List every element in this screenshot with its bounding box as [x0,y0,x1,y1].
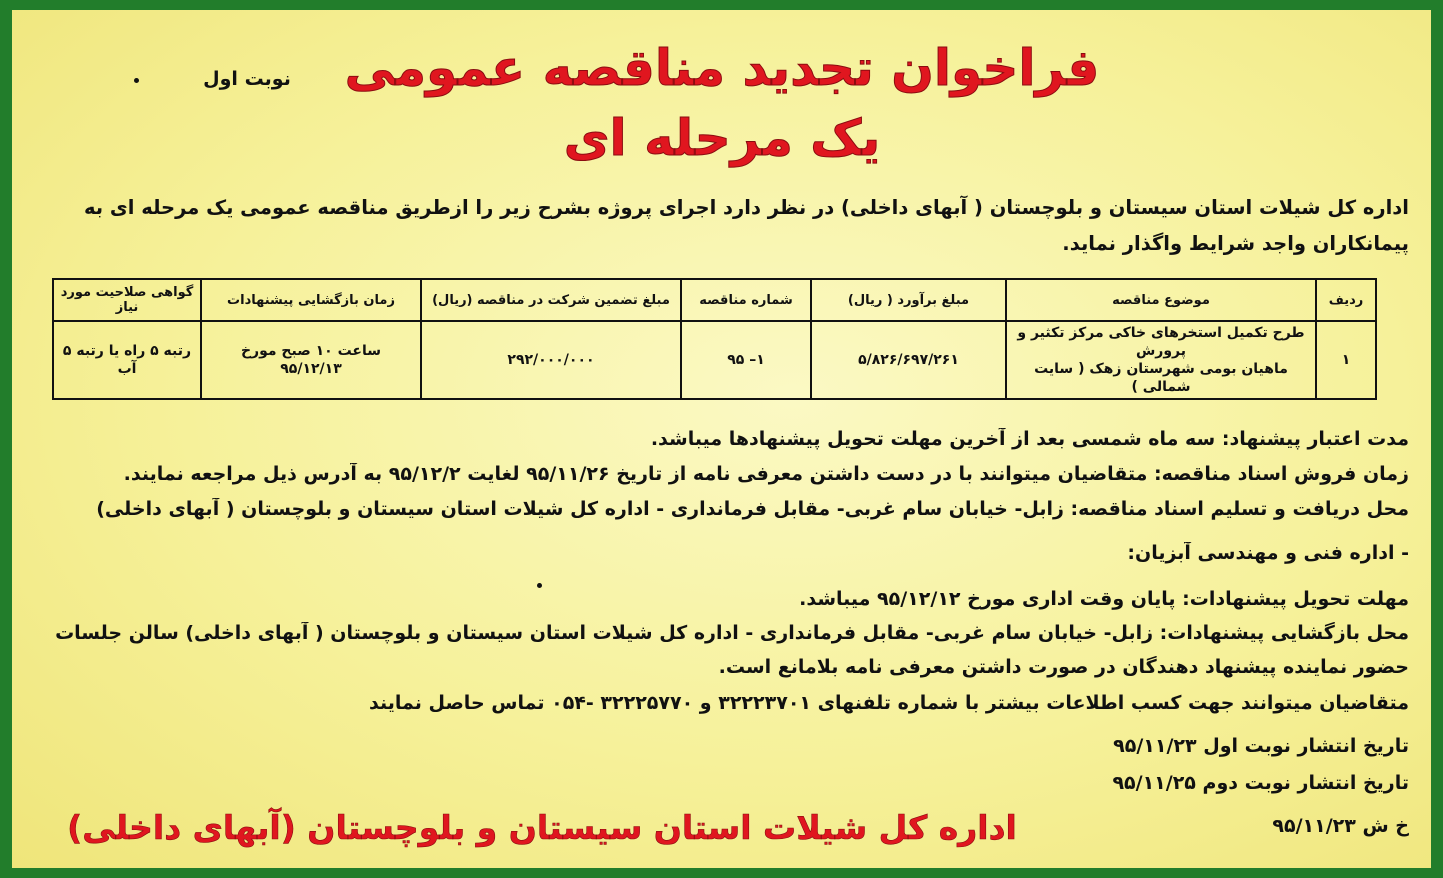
department-line: - اداره فنی و مهندسی آبزیان: [1127,542,1409,564]
header-tender-no: شماره مناقصه [681,279,811,321]
round-label: نوبت اول [203,68,291,90]
table-header-row [53,279,1376,321]
reference-line: خ ش ۹۵/۱۱/۲۳ [1272,815,1409,837]
header-guarantee: مبلغ تضمین شرکت در مناقصه (ریال) [421,279,681,321]
intro-paragraph [49,190,1409,262]
second-publication-line: تاریخ انتشار نوبت دوم ۹۵/۱۱/۲۵ [1112,772,1409,794]
validity-line: مدت اعتبار پیشنهاد: سه ماه شمسی بعد از آخرین مهلت تحویل پیشنهادها میباشد. [650,428,1409,450]
intro-line-2: پیمانکاران واجد شرایط واگذار نماید. [1062,232,1409,255]
cell-tender-no: ۱– ۹۵ [681,321,811,399]
cell-guarantee: ۲۹۲/۰۰۰/۰۰۰ [421,321,681,399]
opening-line-1: ساعت ۱۰ صبح مورخ [240,343,382,359]
attendance-line: حضور نماینده پیشنهاد دهندگان در صورت داشتن معرفی نامه بلامانع است. [718,656,1409,678]
cell-opening [201,321,421,399]
cell-qualification: رتبه ۵ راه یا رتبه ۵ آب [53,321,201,399]
document-location-line: محل دریافت و تسلیم اسناد مناقصه: زابل- خیابان سام غربی- مقابل فرمانداری - اداره کل شیلات استان سیستان و بلوچستان ( آبهای داخلی) [96,498,1409,520]
notice-title: فراخوان تجدید مناقصه عمومی [344,39,1100,97]
first-publication-line: تاریخ انتشار نوبت اول ۹۵/۱۱/۲۳ [1113,735,1409,757]
footer-organization: اداره کل شیلات استان سیستان و بلوچستان (آبهای داخلی) [67,808,1017,847]
notice-paper [12,10,1431,868]
header-subject: موضوع مناقصه [1006,279,1316,321]
sale-period-line: زمان فروش اسناد مناقصه: متقاضیان میتوانند با در دست داشتن معرفی نامه از تاریخ ۹۵/۱۱/۲۶ لغایت ۹۵/۱۲/۲ به آدرس ذیل مراجعه نمایند. [123,463,1409,485]
cell-subject [1006,321,1316,399]
subject-line-1: طرح تکمیل استخرهای خاکی مرکز تکثیر و پرورش [1017,325,1305,359]
opening-line-2: ۹۵/۱۲/۱۳ [280,361,342,377]
dot-mark [134,78,139,83]
header-estimate: مبلغ برآورد ( ریال) [811,279,1006,321]
header-row-no: ردیف [1316,279,1376,321]
cell-estimate: ۵/۸۲۶/۶۹۷/۲۶۱ [811,321,1006,399]
table-row [53,321,1376,399]
header-qualification: گواهی صلاحیت مورد نیاز [53,279,201,321]
intro-line-1: اداره کل شیلات استان سیستان و بلوچستان ( آبهای داخلی) در نظر دارد اجرای پروژه بشرح زیر را ازطریق مناقصه عمومی یک مرحله ای به [83,196,1409,219]
submission-deadline-line: مهلت تحویل پیشنهادات: پایان وقت اداری مورخ ۹۵/۱۲/۱۲ میباشد. [799,588,1409,610]
tender-table [52,278,1377,400]
header-opening: زمان بازگشایی پیشنهادات [201,279,421,321]
subject-line-2: ماهیان بومی شهرستان زهک ( سایت شمالی ) [1034,361,1288,395]
opening-location-line: محل بازگشایی پیشنهادات: زابل- خیابان سام غربی- مقابل فرمانداری - اداره کل شیلات استان سیستان و بلوچستان ( آبهای داخلی) سالن جلسات [55,622,1409,644]
cell-row-no: ۱ [1316,321,1376,399]
contact-line: متقاضیان میتوانند جهت کسب اطلاعات بیشتر با شماره تلفنهای ۳۲۲۲۳۷۰۱ و ۳۲۲۲۵۷۷۰ -۰۵۴ تماس حاصل نمایند [369,692,1409,714]
notice-subtitle: یک مرحله ای [563,109,881,167]
